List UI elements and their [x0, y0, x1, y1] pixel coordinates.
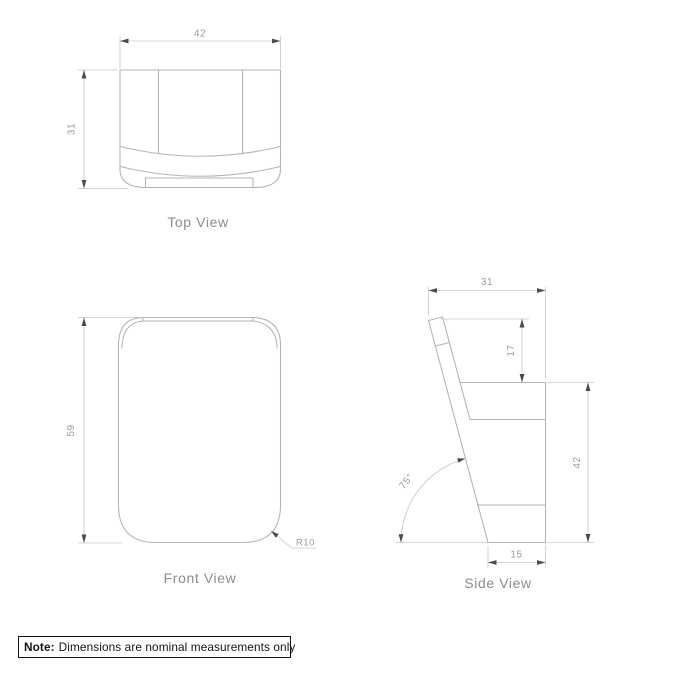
- top-view-back-plate-edge: [146, 178, 254, 188]
- side-view-top-depth-dimension: [429, 277, 546, 378]
- dimension-value: 15: [510, 549, 523, 561]
- top-view-width-dimension: [120, 29, 281, 69]
- top-view-label: Top View: [167, 214, 229, 230]
- front-view-outline: [119, 318, 281, 543]
- arrowhead: [537, 288, 546, 293]
- angle-arc: [401, 459, 466, 543]
- arrowhead: [82, 70, 87, 79]
- side-view-wall-block: [460, 383, 546, 543]
- side-view-wall-height-dimension: [548, 383, 594, 543]
- side-view: [397, 277, 594, 591]
- dimension-value: 17: [506, 344, 517, 357]
- arrowhead: [520, 319, 525, 328]
- front-view-radius-callout: [271, 531, 316, 549]
- dimension-value: 31: [480, 277, 494, 288]
- side-view-base-depth-dimension: [488, 546, 546, 568]
- dimension-value: 42: [193, 28, 207, 40]
- side-view-tip-drop-dimension: [441, 319, 529, 383]
- note-text: Dimensions are nominal measurements only: [58, 640, 296, 654]
- arrowhead: [537, 560, 546, 565]
- note-label: Note:: [24, 640, 55, 654]
- note-box: [18, 636, 296, 658]
- top-view: [67, 29, 281, 231]
- arrowhead: [82, 535, 87, 544]
- top-view-outline: [120, 70, 281, 188]
- top-view-depth-dimension: [67, 70, 129, 189]
- side-view-label: Side View: [464, 575, 532, 591]
- arrowhead: [399, 534, 404, 542]
- arrowhead: [586, 383, 591, 392]
- angle-value: 75°: [397, 471, 417, 492]
- arrowhead: [520, 374, 525, 383]
- arrowhead: [429, 288, 438, 293]
- front-view-top-inner-edge: [122, 321, 277, 348]
- top-view-front-curve-upper: [120, 147, 281, 157]
- top-view-front-curve-lower: [120, 167, 281, 177]
- dimension-value: 59: [66, 424, 77, 437]
- arrowhead: [120, 39, 129, 44]
- radius-value: R10: [296, 537, 315, 549]
- arrowhead: [457, 458, 465, 462]
- front-view: [66, 318, 316, 587]
- dimension-value: 42: [572, 456, 583, 469]
- front-view-height-dimension: [66, 318, 140, 544]
- front-view-label: Front View: [163, 570, 237, 586]
- arrowhead: [82, 180, 87, 189]
- side-view-angle-dimension: [397, 458, 488, 542]
- arrowhead: [586, 534, 591, 543]
- dimension-value: 31: [66, 122, 78, 136]
- arrowhead: [488, 560, 497, 565]
- side-view-hook-arm: [429, 317, 489, 543]
- arrowhead: [82, 318, 87, 327]
- arrowhead: [272, 39, 281, 44]
